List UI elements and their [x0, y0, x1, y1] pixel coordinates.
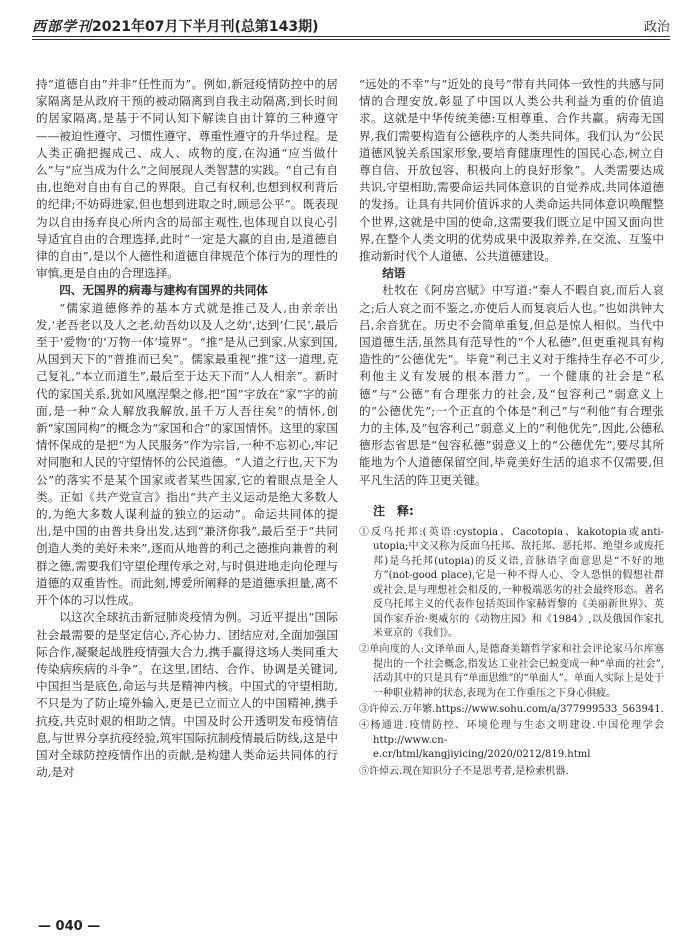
paragraph: “远处的不幸”与“近处的良号”带有共同体一致性的共感与同情的合理安放,彰显了中国以人类公共利益为重的价值追求。这就是中华传统美德:互相尊重、合作共赢。病毒无国界,我们需要构造有公德秩序的人类共同体。我们认为“公民道德风貌关系国家形象,要培育健康理性的国民心态,树立自尊自信、开放包容、积极向上的良好形象”。人类需要达成共识,守望相助,需要命运共同体意识的自觉养成,共同体道德的发扬。让具有共同价值诉求的人类命运共同体意识唤醒整个世界,这就是中国的使命,这需要我们既立足中国又面向世界,在整个人类文明的优势成果中汲取养养,在交流、互鉴中推动新时代个人道德、公共道德建设。: [359, 77, 664, 264]
note-item: ②单向度的人:文译单面人,是德裔美籍哲学家和社会评论家马尔库塞提出的一个社会概念,指发达工业社会已蜕变成一种“单面的社会”,活动其中的只是具有“单面思维”的“单面人”。单面人实际上是处于一种职业精神的状态,表现为在工作重压之下身心俱疲。: [359, 644, 664, 699]
paragraph: 以这次全球抗击新冠肺炎疫情为例。习近平提出“国际社会最需要的是坚定信心,齐心协力、团结应对,全面加强国际合作,凝聚起战胜疫情强大合力,携手赢得这场人类同重大传染病疾病的斗争”。在这里,团结、合作、协调是关键词,中国担当是底色,命运与共是精神内核。中国式的守望相助,不只是为了防止境外输入,更是已立而立人的中国精神,携手抗疫,共克时艰的相助之情。中国及时公开透明发布疫情信息,与世界分享抗疫经验,筑牢国际抗制疫情最后防线,这是中国对全球防控疫情作出的贡献,是构建人类命运共同体的行动,是对: [36, 610, 338, 780]
conclusion-heading: 结语: [382, 266, 406, 281]
note-item: ⑤许倬云.现在知识分子不是思考者,是检索机器.: [359, 765, 569, 777]
note-item: ①反乌托邦:(英语:cystopia、Cacotopia、kakotopia或anti-utopia;中文又称为反面乌托邦、敌托邦、恶托邦、绝望乡或废托邦)是乌托邦(utopia)的反义语,音脉语字面意思是“不好的地方”(not-good place),它是一种不得人心、令人恐惧的假想社群或社会,是与理想社会相反的,一种极端恶劣的社会最终形态。著名反乌托邦主义的代表作包括英国作家赫胥黎的《美丽新世界》、英国作家乔治·奥威尔的《动物庄园》和《1984》,以及俄国作家扎米亚京的《我们》。: [359, 527, 664, 639]
section-heading: 四、无国界的病毒与建构有国界的共同体: [59, 283, 268, 298]
notes-list: [359, 526, 664, 779]
running-header: [32, 16, 670, 37]
header-rule: [32, 39, 670, 40]
page-number: — 040 —: [38, 919, 101, 934]
section-label: 政治: [643, 20, 670, 35]
paragraph: 杜牧在《阿房宫赋》中写道:“秦人不暇自哀,而后人哀之;后人哀之而不鉴之,亦使后人而复哀后人也。”也如洪钟大吕,余音犹在。历史不会简单重复,但总是惊人相似。当代中国道德生活,虽然具有范导性的“个人私德”,但更重视具有构造性的“公德优先”。毕竟“利己主义对于维持生存必不可少,利他主义有发展的根本潜力”。一个健康的社会是“私德”与“公德”有合理张力的社会,及“包容利己”弱意义上的“公德优先”;一个正直的个体是“利己”与“利他”有合理张力的主体,及“包容利己”弱意义上的“利他优先”,因此,公德私德形态省思是“包容私德”弱意义上的“公德优先”,要尽其所能地为个人道德保留空间,毕竟美好生活的追求不仅需要,但平凡生活的阵卫更关键。: [359, 283, 664, 487]
journal-issue: 2021年07月下半月刊(总第143期): [92, 19, 319, 35]
note-item: ③许倬云.万年繁.https://www.sohu.com/a/377999533_563941.: [359, 703, 664, 715]
journal-brand: 西部学刊: [32, 19, 92, 35]
note-item: ④杨通进.疫情防控、环境伦理与生态文明建设.中国伦理学会http://www.cn-e.cr/html/kangjiyicing/2020/0212/819.html: [359, 720, 664, 761]
left-column: [36, 76, 338, 781]
paragraph: “儒家道德修养的基本方式就是推己及人,由亲亲出发,‘老吾老以及人之老,幼吾幼以及人之幼’,达到‘仁民’,最后至于‘爱物’的‘万物一体’境界”。“推”是从己到家,从家到国,从国到天下的“普推而已矣”。儒家最重视“推”这一道理,克己复礼,“本立而道生”,最后至于达天下而“人人相亲”。新时代的家国关系,犹如风凰涅槃之修,把“国”字放在“家”字的前面,是一种“众人解放我解放,虽千万人吾往矣”的情怀,创新“家国同构”的概念为“家国和合”的家国情怀。这里的家国情怀保成的是把“为人民服务”作为宗旨,一种不忘初心,牢记对同胞和人民的守望情怀的公民道德。“人道之行也,天下为公”的落实不是某个国家或者某些国家,它的着眼点是全人类。正如《共产党宣言》指出“共产主义运动是绝大多数人的,为绝大多数人谋利益的独立的运动”。命运共同体的提出,是中国的由普共身出发,达到“兼济你我”,最后至于“共同创造人类的美好未来”,逐而从地普的利己之德推向兼普的利群之德,需要我们守望伦理传承之对,与时俱进地走向伦理与道德的双重皆性。而此刻,博爱所阐释的是道德承担量,离不开个体的习以性成。: [36, 300, 338, 608]
notes-heading: 注 释:: [373, 503, 414, 518]
journal-title: [32, 16, 318, 36]
paragraph: 持“道德自由”并非“任性而为”。例如,新冠疫情防控中的居家隔离是从政府干预的被动隔离到自我主动隔离,到长时间的居家隔离,是基于不同认知下解读自由计算的三种遵守——被迫性遵守、习惯性遵守、尊重性遵守的升华过程。是人类正确把握成己、成人、成物的度,在沟通“应当做什么”与“应当成为什么”之间展现人类智慧的实践。“自己有自由,也绝对自由有自己的界限。自己有权利,也想到权利背后的纪律;不妨碍进家,但也想到进取之时,顾忌公平”。既表现为以自由扬弃良心所内含的局部主观性,也体现自以良心引导适宜自由的合理选择,此时“一定是大赢的自由,是道德自律的自由”,是以个人德性和道德自律规范个体行为的理性的审慎,更是自由的合理选择。: [36, 77, 338, 281]
right-column: [359, 76, 664, 781]
